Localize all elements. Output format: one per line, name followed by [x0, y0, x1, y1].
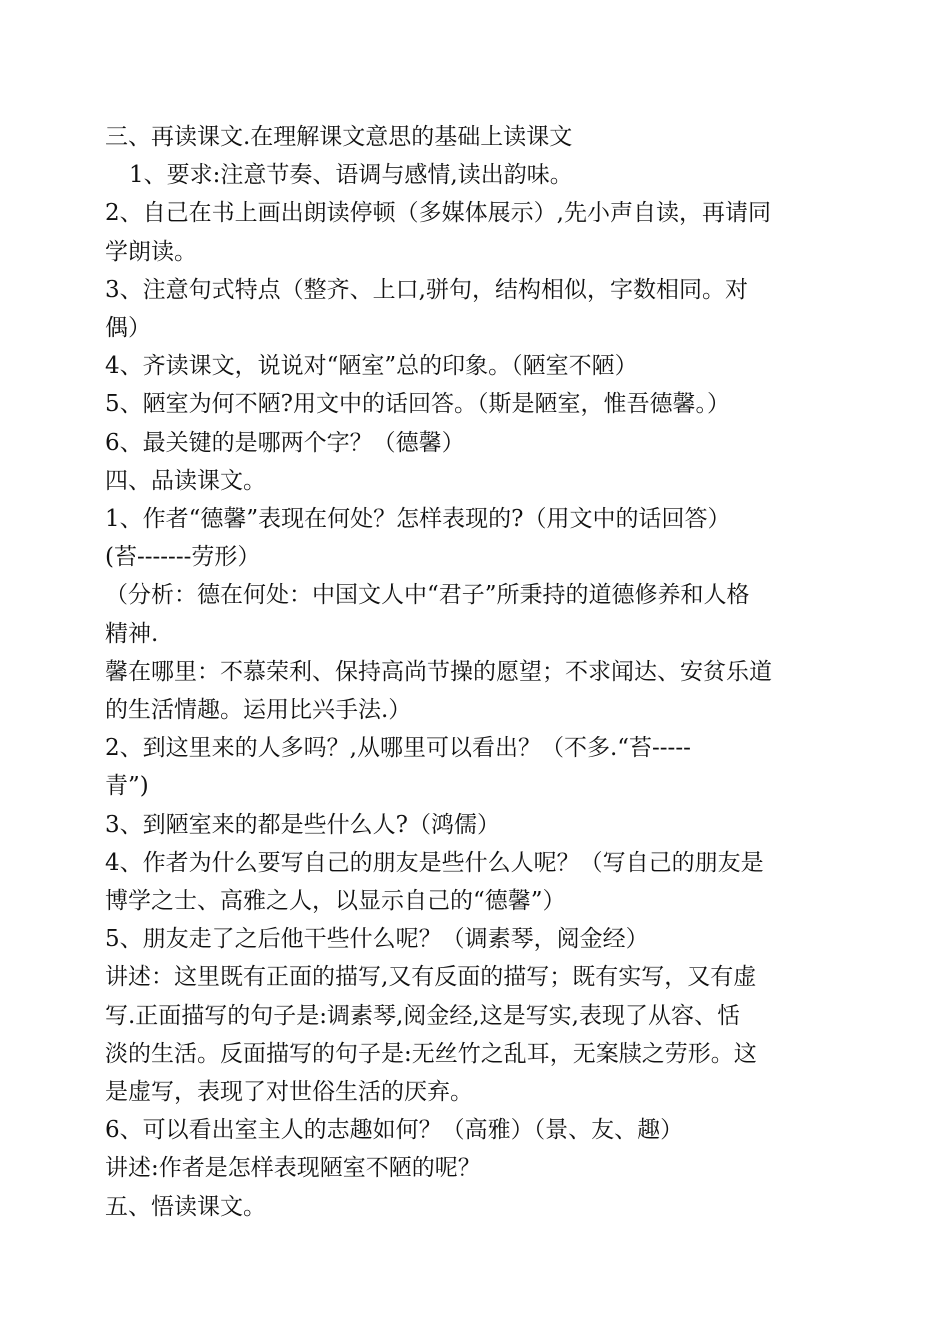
section-heading-3: 三、再读课文.在理解课文意思的基础上读课文 [105, 124, 573, 150]
text-line: 写.正面描写的句子是:调素琴,阅金经,这是写实,表现了从容、恬 [105, 1002, 740, 1029]
text-line: （分析：德在何处：中国文人中“君子”所秉持的道德修养和人格 [105, 582, 750, 609]
text-line: 2、自己在书上画出朗读停顿（多媒体展示）,先小声自读，再请同 [105, 200, 771, 227]
text-line: 学朗读。 [105, 238, 197, 265]
text-line: 3、注意句式特点（整齐、上口,骈句，结构相似，字数相同。对 [105, 276, 748, 303]
text-line: 讲述：这里既有正面的描写,又有反面的描写；既有实写，又有虚 [105, 964, 757, 991]
text-line: 馨在哪里：不慕荣利、保持高尚节操的愿望；不求闻达、安贫乐道 [105, 658, 772, 685]
text-line: 淡的生活。反面描写的句子是:无丝竹之乱耳，无案牍之劳形。这 [105, 1040, 757, 1067]
text-line: 1、作者“德馨”表现在何处？怎样表现的?（用文中的话回答） [105, 506, 731, 533]
text-line: (苔-------劳形） [105, 544, 261, 571]
text-line: 是虚写，表现了对世俗生活的厌弃。 [105, 1079, 473, 1106]
text-line: 的生活情趣。运用比兴手法.） [105, 697, 412, 724]
text-line: 精神. [105, 620, 159, 647]
text-line: 偶） [105, 315, 151, 342]
text-line: 6、可以看出室主人的志趣如何？（高雅）（景、友、趣） [105, 1117, 684, 1144]
text-line: 5、陋室为何不陋?用文中的话回答。（斯是陋室，惟吾德馨。） [105, 391, 730, 418]
text-line: 4、作者为什么要写自己的朋友是些什么人呢？（写自己的朋友是 [105, 849, 764, 876]
document-page [105, 118, 845, 1226]
section-heading-4: 四、品读课文。 [105, 467, 266, 494]
text-line: 4、齐读课文，说说对“陋室”总的印象。（陋室不陋） [105, 353, 638, 380]
text-line: 1、要求:注意节奏、语调与感情,读出韵味。 [129, 162, 573, 189]
text-line: 5、朋友走了之后他干些什么呢？（调素琴，阅金经） [105, 926, 649, 953]
text-line: 讲述:作者是怎样表现陋室不陋的呢？ [105, 1155, 481, 1182]
section-heading-5: 五、悟读课文。 [105, 1193, 266, 1220]
text-line: 博学之士、高雅之人，以显示自己的“德馨”） [105, 888, 566, 915]
text-line: 2、到这里来的人多吗？,从哪里可以看出？（不多.“苔----- [105, 735, 691, 762]
text-line: 3、到陋室来的都是些什么人?（鸿儒） [105, 811, 500, 838]
text-line: 青”) [105, 773, 149, 800]
text-line: 6、最关键的是哪两个字？（德馨） [105, 429, 465, 456]
